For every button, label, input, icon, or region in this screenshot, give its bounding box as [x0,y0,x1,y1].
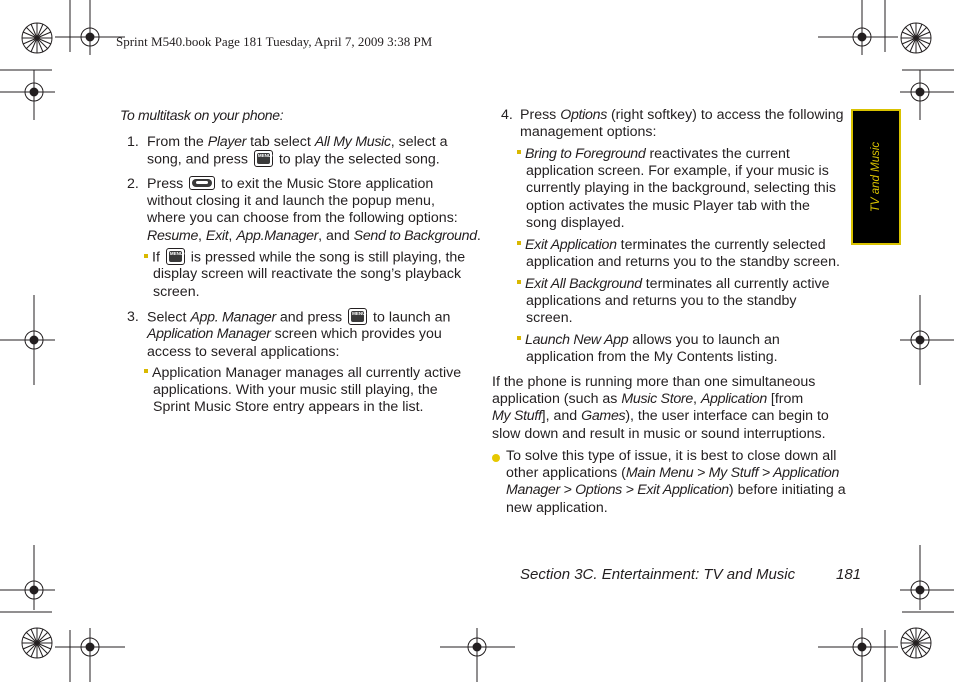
player-tab-ref: Player [207,134,247,150]
option-name: Exit Application [525,237,617,253]
text: Select [147,309,191,326]
text: application screen. For example, if your music is [526,163,829,180]
text: new application. [506,499,608,516]
star-target-icon [22,23,52,53]
crosshair-icon [55,0,125,55]
text: (right softkey) to access the following [607,107,844,123]
text: management options: [520,124,657,141]
my-stuff-ref: My Stuff [492,408,542,425]
text: screen. [153,283,200,300]
step-number: 3. [127,309,139,325]
text: tab select [246,134,315,150]
application-manager-ref: Application Manager [147,326,271,343]
text: , and [318,227,354,244]
text: ) before initiating a [728,482,846,499]
text: ], and [541,408,582,425]
text: and press [275,309,347,326]
text: to play the selected song. [274,151,440,168]
crosshair-icon [900,545,954,610]
text: From the [147,134,208,150]
crosshair-icon [0,295,55,385]
text: to exit the Music Store application [217,176,434,192]
text: screen. [526,310,573,327]
text: application and returns you to the standby screen. [526,254,840,271]
application-ref: Application [700,391,767,408]
menu-path: Manager > Options > Exit Application [506,482,729,499]
side-tab-label: TV and Music [870,141,882,213]
text: . [476,227,481,244]
resume-option: Resume [147,227,199,244]
option-name: Bring to Foreground [525,146,646,162]
step-number: 1. [127,134,139,150]
text: application from the My Contents listing. [526,349,778,366]
crosshair-icon [818,0,898,55]
text: allows you to launch an [628,332,780,348]
option-name: Exit All Background [525,276,642,292]
text: applications. With your music still playing, the [153,382,438,399]
crosshair-icon [900,295,954,385]
star-target-icon [901,628,931,658]
step-number: 4. [501,107,513,123]
text: screen which provides you [270,326,442,343]
app-manager-ref: App. Manager [190,309,276,326]
crosshair-icon [900,70,954,120]
step-number: 2. [127,176,139,192]
text: to launch an [369,309,451,326]
book-header: Sprint M540.book Page 181 Tuesday, April 7, 2009 3:38 PM [116,34,433,49]
crosshair-icon [440,628,515,682]
intro-heading: To multitask on your phone: [120,107,284,123]
exit-option: Exit [205,227,229,244]
crosshair-icon [818,628,898,682]
text: option activates the music Player tab with the [526,197,810,214]
text: Press [147,176,188,192]
text: , [198,227,206,244]
option-name: Launch New App [525,332,629,348]
text: Sprint Music Store entry appears in the list. [153,399,424,416]
text: slow down and result in music or sound interruptions. [492,425,826,442]
text: applications and returns you to the standby [526,293,797,310]
text: , select a [390,134,448,150]
text: reactivates the current [645,146,790,162]
crosshair-icon [0,545,55,610]
text: display screen will reactivate the song’s playback [153,266,462,283]
text: [from [766,391,804,408]
text: ), the user interface can begin to [625,408,829,425]
text: access to several applications: [147,343,340,360]
section-footer: Section 3C. Entertainment: TV and Music [520,566,796,583]
text: song displayed. [526,214,625,231]
music-store-ref: Music Store [621,391,693,408]
crosshair-icon [55,628,125,682]
text: Press [520,107,561,123]
send-to-background-option: Send to Background [353,227,477,244]
text: currently playing in the background, selecting this [526,180,836,197]
app-manager-option: App.Manager [236,227,319,244]
text: other applications ( [506,465,626,482]
text: where you can choose from the following options: [147,210,458,227]
games-ref: Games [581,408,626,425]
menu-path: Main Menu > My Stuff > Application [625,465,840,482]
text: If [152,249,164,266]
all-my-music-ref: All My Music [314,134,391,150]
text: terminates all currently active [641,276,830,292]
page-number: 181 [836,566,862,583]
text: terminates the currently selected [616,237,826,253]
text: application (such as [492,391,622,408]
text: , [692,391,701,408]
star-target-icon [901,23,931,53]
crosshair-icon [0,70,55,120]
text: If the phone is running more than one simultaneous [492,374,816,390]
text: Application Manager manages all currently active [152,365,462,381]
text: , [228,227,237,244]
star-target-icon [22,628,52,658]
text: song, and press [147,151,252,168]
text: To solve this type of issue, it is best to close down all [506,448,837,464]
options-softkey-ref: Options [560,107,608,123]
text: is pressed while the song is still playing, the [186,249,466,266]
text: without closing it and launch the popup menu, [147,193,435,210]
